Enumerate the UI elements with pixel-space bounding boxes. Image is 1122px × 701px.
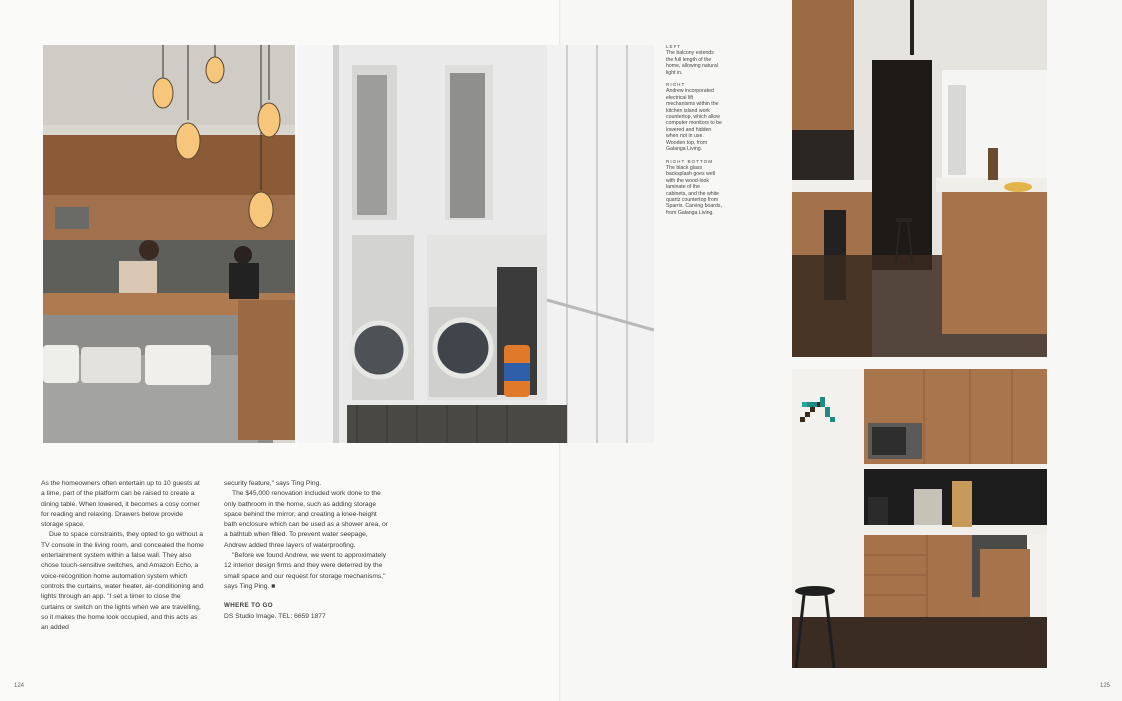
article-paragraph: security feature," says Ting Ping. [224, 480, 322, 487]
caption-right-bottom: RIGHT BOTTOM The black glass backsplash goes well with the wood-look laminate of the cabinets, and the white quartz countertop from Sparrix. Carving boards, from Galanga Living. [666, 158, 722, 216]
article-paragraph: The $45,000 renovation included work done to the only bathroom in the home, such as adding storage space behind the mirror, and creating a knee-height bath enclosure which can be used as a shower area, or a bathtub when filled. To prevent water seepage, Andrew added three layers of waterproofing. [224, 490, 388, 549]
living-room-photo [43, 45, 295, 443]
kitchen-corridor-photo [792, 0, 1047, 357]
article-column-1 [41, 479, 205, 633]
captions [666, 44, 722, 222]
caption-left: LEFT The balcony extends the full length of the home, allowing natural light in. [666, 44, 718, 76]
article-paragraph: "Before we found Andrew, we went to approximately 12 interior design firms and they were deterred by the small space and our request for storage mechanisms," says Ting Ping. ■ [224, 552, 387, 590]
article-column-2 [224, 479, 388, 622]
where-to-go-heading: WHERE TO GO [224, 602, 273, 610]
balcony-laundry-photo [297, 45, 654, 443]
article-paragraph: Due to space constraints, they opted to go without a TV console in the living room, and concealed the home entertainment system within a false wall. They also chose touch-sensitive switches, and Amazon Echo, a voice-recognition home automation system which controls the curtains, water heater, air-conditioning and lights through an app. "I set a timer to close the curtains or switch on the lights when we are travelling, so it makes the home look occupied, and this acts as an added [41, 531, 204, 632]
page-number-right: 125 [1100, 683, 1111, 689]
article-paragraph: As the homeowners often entertain up to 10 guests at a time, part of the platform can be raised to create a dining table. When lowered, it becomes a cosy corner for reading and relaxing. Drawers below provide storage space. [41, 480, 200, 529]
kitchen-cabinets-photo [792, 369, 1047, 668]
page-number-left: 124 [14, 683, 25, 689]
where-to-go-contact: DS Studio Image. TEL: 6659 1877 [224, 612, 326, 620]
caption-right: RIGHT Andrew incorporated electrical lift mechanisms within the kitchen island work countertop, which allow computer monitors to be lowered and hidden when not in use. Wooden top, from Galanga Living. [666, 82, 722, 153]
